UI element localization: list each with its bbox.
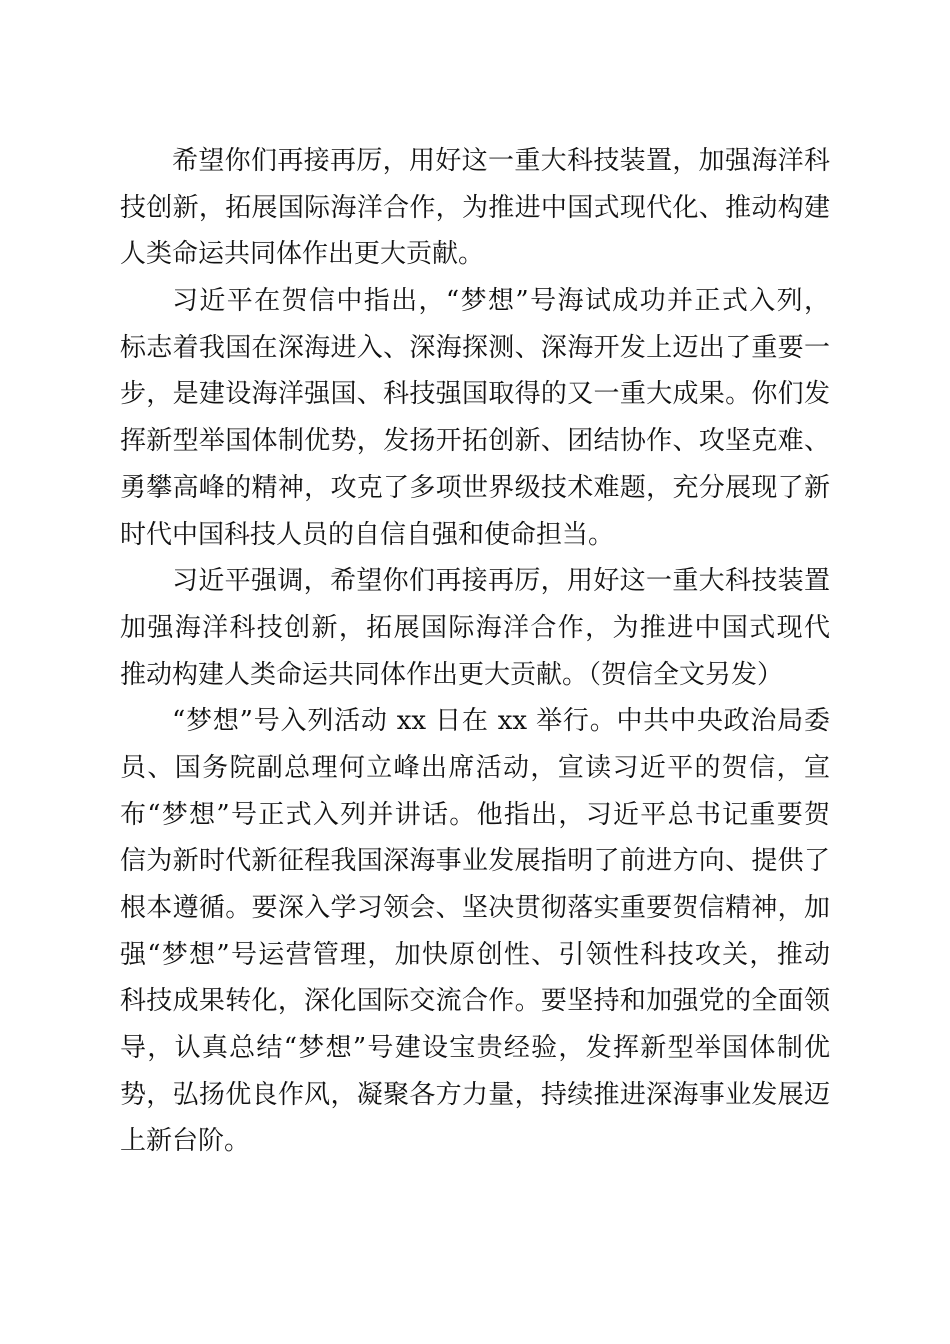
text-line: 推动构建人类命运共同体作出更大贡献。（贺信全文另发） (120, 659, 784, 690)
text-line: 加强海洋科技创新，拓展国际海洋合作，为推进中国式现代 (120, 612, 830, 643)
text-line: 勇攀高峰的精神，攻克了多项世界级技术难题，充分展现了新 (120, 472, 830, 503)
text-line: 势，弘扬优良作风，凝聚各方力量，持续推进深海事业发展迈 (120, 1079, 830, 1110)
text-line: 根本遵循。要深入学习领会、坚决贯彻落实重要贺信精神，加 (120, 893, 830, 923)
text-line: 习近平在贺信中指出，“梦想”号海试成功并正式入列， (172, 286, 830, 317)
text-line: 布“梦想”号正式入列并讲话。他指出，习近平总书记重要贺 (120, 799, 830, 830)
text-line: 导，认真总结“梦想”号建设宝贵经验，发挥新型举国体制优 (120, 1033, 830, 1064)
paragraph-3 (120, 558, 830, 698)
text-line: 员、国务院副总理何立峰出席活动，宣读习近平的贺信，宣 (120, 752, 830, 783)
text-line: 强“梦想”号运营管理，加快原创性、引领性科技攻关，推动 (120, 939, 830, 970)
document-body (120, 138, 830, 1165)
text-line: “梦想”号入列活动 xx 日在 xx 举行。中共中央政治局委 (172, 706, 830, 737)
paragraph-4 (120, 698, 830, 1165)
text-line: 时代中国科技人员的自信自强和使命担当。 (120, 519, 615, 550)
text-line: 科技成果转化，深化国际交流合作。要坚持和加强党的全面领 (120, 986, 830, 1017)
text-line: 步，是建设海洋强国、科技强国取得的又一重大成果。你们发 (120, 379, 830, 410)
text-line: 人类命运共同体作出更大贡献。 (120, 239, 485, 270)
paragraph-1 (120, 138, 830, 278)
text-line: 上新台阶。 (120, 1126, 251, 1157)
text-line: 挥新型举国体制优势，发扬开拓创新、团结协作、攻坚克难、 (120, 426, 830, 457)
text-line: 标志着我国在深海进入、深海探测、深海开发上迈出了重要一 (120, 332, 830, 363)
text-line: 希望你们再接再厉，用好这一重大科技装置，加强海洋科 (172, 146, 830, 176)
text-line: 习近平强调，希望你们再接再厉，用好这一重大科技装置 (172, 566, 830, 597)
text-line: 信为新时代新征程我国深海事业发展指明了前进方向、提供了 (120, 846, 830, 877)
paragraph-2 (120, 278, 830, 558)
text-line: 技创新，拓展国际海洋合作，为推进中国式现代化、推动构建 (120, 192, 830, 223)
